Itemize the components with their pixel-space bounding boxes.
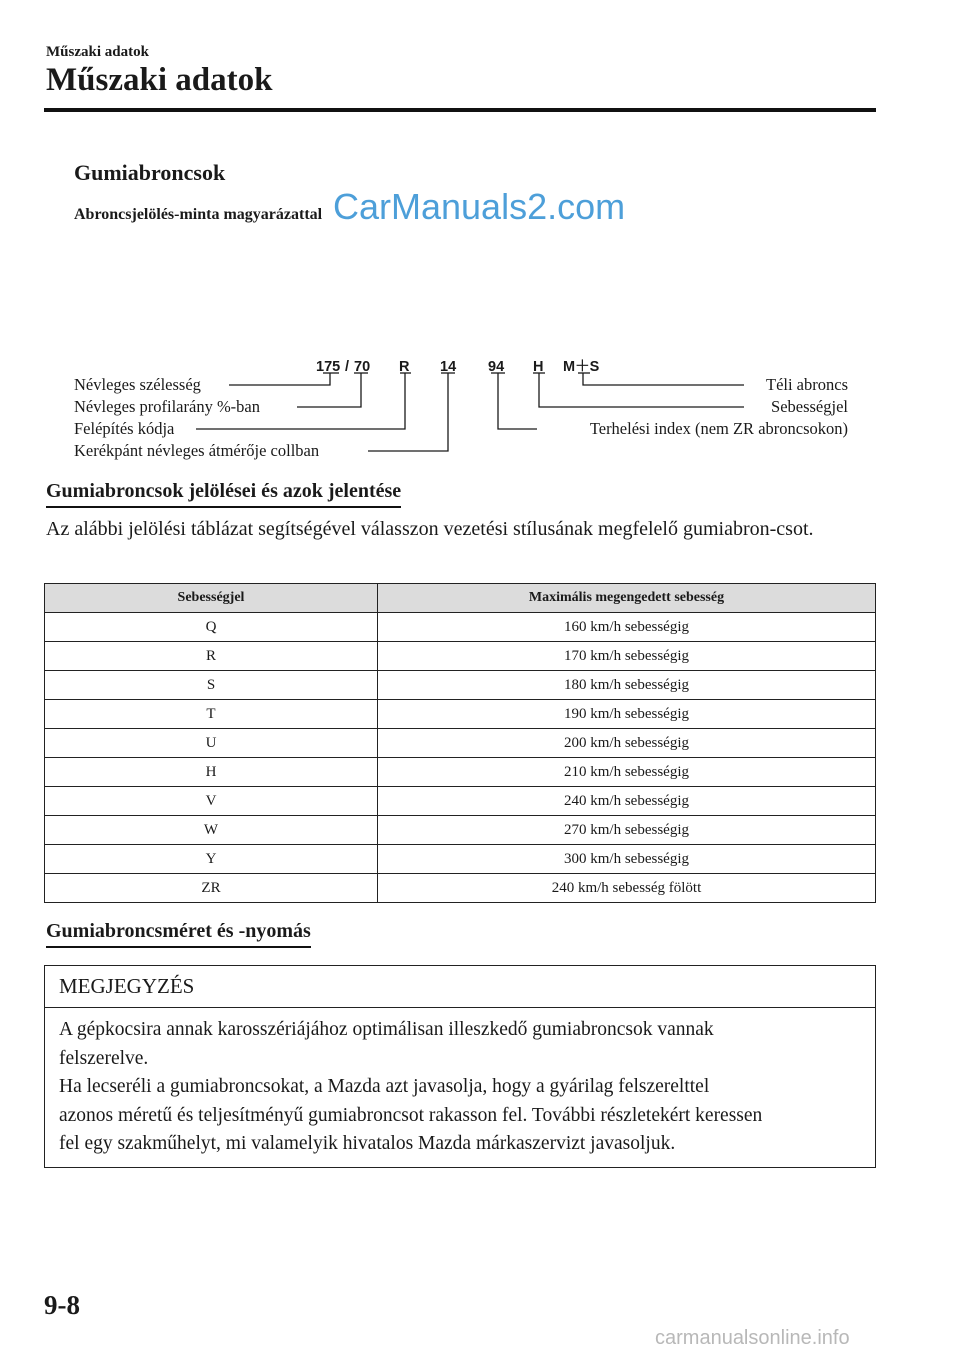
section-heading-tires: Gumiabroncsok: [74, 160, 226, 185]
max-speed-cell: 160 km/h sebességig: [378, 613, 876, 642]
diagram-heading: Abroncsjelölés-minta magyarázattal: [74, 206, 323, 223]
code-slash: /: [345, 359, 350, 375]
table-row: [45, 816, 876, 845]
table-row: [45, 642, 876, 671]
speed-symbol-cell: S: [45, 671, 378, 700]
leader-speed: [539, 373, 744, 407]
leader-load: [498, 373, 537, 429]
speed-symbol-cell: H: [45, 758, 378, 787]
max-speed-cell: 180 km/h sebességig: [378, 671, 876, 700]
note-title: MEGJEGYZÉS: [45, 966, 875, 1008]
leader-width: [229, 373, 330, 385]
speed-symbol-cell: W: [45, 816, 378, 845]
speed-symbol-cell: Y: [45, 845, 378, 874]
speed-symbol-cell: Q: [45, 613, 378, 642]
speed-symbol-cell: U: [45, 729, 378, 758]
note-line: azonos méretű és teljesítményű gumiabroncsot rakasson fel. További részletekért keressen: [59, 1104, 763, 1126]
table-row: [45, 671, 876, 700]
label-load-index: Terhelési index (nem ZR abroncsokon): [589, 419, 848, 438]
code-width: 175: [316, 359, 341, 375]
speed-rating-table: [44, 583, 876, 903]
code-speed: H: [533, 359, 544, 375]
label-aspect-ratio: Névleges profilarány %-ban: [74, 397, 261, 416]
table-row: [45, 758, 876, 787]
leader-diameter: [368, 373, 448, 451]
speed-symbol-cell: T: [45, 700, 378, 729]
code-diameter: 14: [440, 359, 457, 375]
label-winter-tire: Téli abroncs: [765, 375, 848, 394]
note-line: Ha lecseréli a gumiabroncsokat, a Mazda azt javasolja, hogy a gyárilag felszerelttel: [59, 1076, 710, 1097]
intro-paragraph: Az alábbi jelölési táblázat segítségével válasszon vezetési stílusának megfelelő gumiabron-csot.: [46, 518, 814, 540]
table-row: [45, 845, 876, 874]
label-rim-diameter: Kerékpánt névleges átmérője collban: [74, 441, 320, 460]
table-row: [45, 613, 876, 642]
label-construction-code: Felépítés kódja: [74, 419, 175, 438]
leader-winter: [583, 373, 744, 385]
column-header-speed-symbol: Sebességjel: [45, 584, 378, 613]
table-row: [45, 700, 876, 729]
page-number: 9-8: [44, 1290, 80, 1320]
speed-symbol-cell: R: [45, 642, 378, 671]
table-row: [45, 787, 876, 816]
page-title: Műszaki adatok: [46, 62, 273, 98]
code-winter: M＋S: [563, 359, 600, 375]
max-speed-cell: 170 km/h sebességig: [378, 642, 876, 671]
max-speed-cell: 240 km/h sebesség fölött: [378, 874, 876, 903]
max-speed-cell: 210 km/h sebességig: [378, 758, 876, 787]
section-heading-markings: Gumiabroncsok jelölései és azok jelentése: [46, 480, 401, 508]
speed-symbol-cell: ZR: [45, 874, 378, 903]
footer-site-watermark: carmanualsonline.info: [655, 1327, 850, 1349]
max-speed-cell: 270 km/h sebességig: [378, 816, 876, 845]
column-header-max-speed: Maximális megengedett sebesség: [378, 584, 876, 613]
note-line: felszerelve.: [59, 1047, 149, 1069]
note-body: [45, 1008, 875, 1167]
table-row: [45, 729, 876, 758]
leader-ratio: [297, 373, 361, 407]
max-speed-cell: 240 km/h sebességig: [378, 787, 876, 816]
max-speed-cell: 190 km/h sebességig: [378, 700, 876, 729]
table-header-row: [45, 584, 876, 613]
max-speed-cell: 300 km/h sebességig: [378, 845, 876, 874]
running-head: Műszaki adatok: [46, 44, 149, 60]
max-speed-cell: 200 km/h sebességig: [378, 729, 876, 758]
code-load: 94: [488, 359, 505, 375]
label-nominal-width: Névleges szélesség: [74, 375, 201, 394]
note-line: A gépkocsira annak karosszériájához optimálisan illeszkedő gumiabroncsok vannak: [59, 1019, 714, 1040]
watermark-logo: CarManuals2.com: [333, 186, 626, 227]
table-row: [45, 874, 876, 903]
code-ratio: 70: [354, 359, 371, 375]
title-divider: [44, 108, 876, 112]
code-construction: R: [399, 359, 410, 375]
note-box: [44, 965, 876, 1168]
speed-symbol-cell: V: [45, 787, 378, 816]
section-heading-size-pressure: Gumiabroncsméret és -nyomás: [46, 920, 311, 948]
label-speed-symbol: Sebességjel: [771, 397, 848, 416]
tire-marking-diagram: [0, 350, 960, 460]
note-line: fel egy szakműhelyt, mi valamelyik hivatalos Mazda márkaszervizt javasoljuk.: [59, 1133, 676, 1154]
